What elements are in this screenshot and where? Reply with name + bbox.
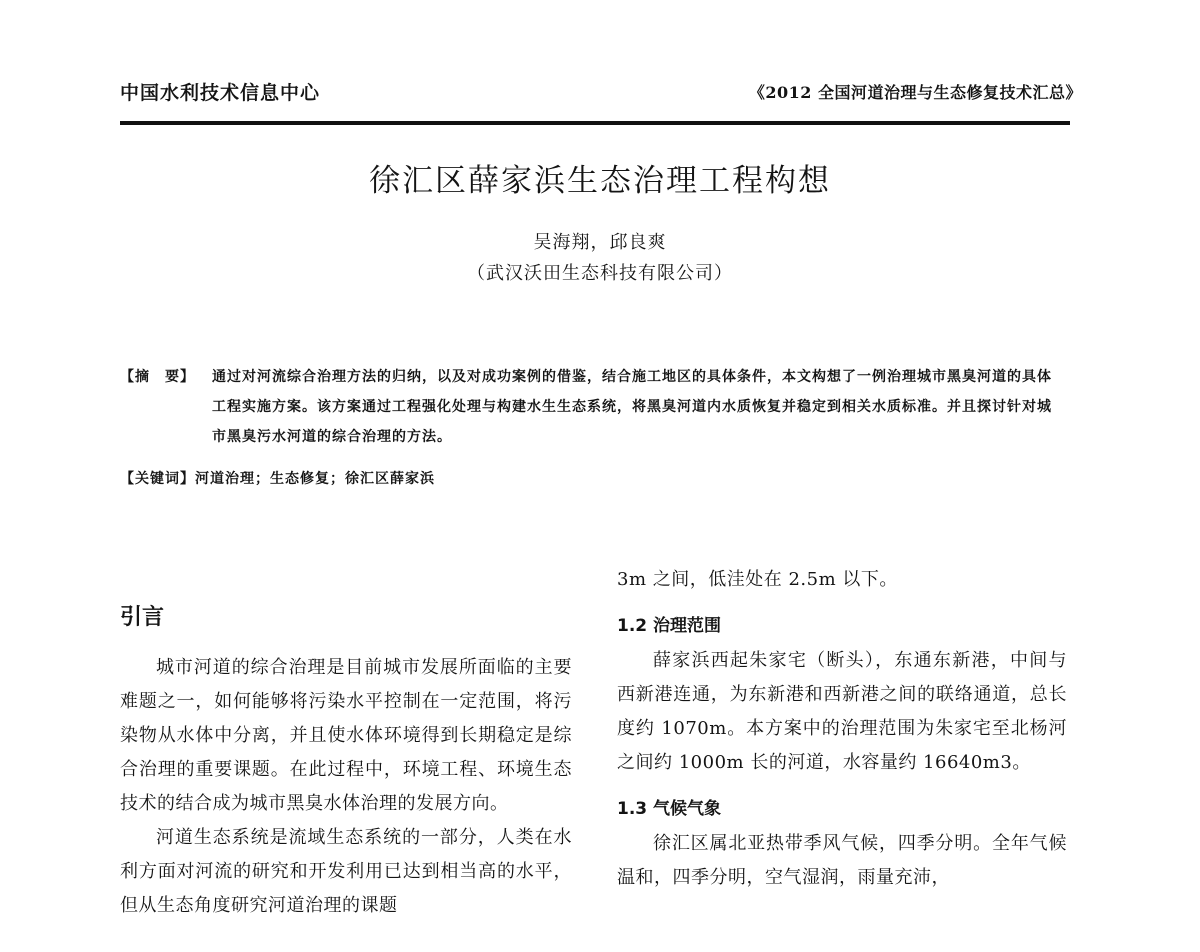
abstract [120, 362, 1065, 452]
right-column [617, 563, 1067, 895]
intro-paragraph-2: 河道生态系统是流域生态系统的一部分，人类在水利方面对河流的研究和开发利用已达到相当高的水平，但从生态角度研究河道治理的课题 [120, 827, 572, 916]
journal-publisher: 中国水利技术信息中心 [120, 82, 321, 104]
keywords-text: 河道治理；生态修复；徐汇区薛家浜 [195, 471, 435, 487]
abstract-label: 【摘 要】 [120, 369, 195, 385]
section-heading-1-3: 1.3 气候气象 [617, 799, 722, 819]
left-column [120, 600, 572, 923]
keywords-label: 【关键词】 [120, 471, 195, 487]
journal-collection-title: 《2012 全国河道治理与生态修复技术汇总》 [748, 83, 1082, 102]
section-1-2-paragraph: 薛家浜西起朱家宅（断头），东通东新港，中间与西新港连通，为东新港和西新港之间的联络通道，总长度约 1070m。本方案中的治理范围为朱家宅至北杨河之间约 1000m 长的河道，水容量约 16640m3。 [617, 650, 1067, 773]
intro-paragraph-1: 城市河道的综合治理是目前城市发展所面临的主要难题之一，如何能够将污染水平控制在一定范围，将污染物从水体中分离，并且使水体环境得到长期稳定是综合治理的重要课题。在此过程中，环境工程、环境生态技术的结合成为城市黑臭水体治理的发展方向。 [120, 657, 572, 814]
continued-paragraph: 3m 之间，低洼处在 2.5m 以下。 [617, 569, 898, 590]
author-affiliation: （武汉沃田生态科技有限公司） [467, 263, 733, 284]
keywords [120, 468, 435, 488]
header-rule [120, 121, 1070, 125]
paper-title: 徐汇区薛家浜生态治理工程构想 [369, 163, 831, 199]
section-heading-1-2: 1.2 治理范围 [617, 616, 722, 636]
section-1-3-paragraph: 徐汇区属北亚热带季风气候，四季分明。全年气候温和，四季分明，空气湿润，雨量充沛， [617, 833, 1067, 888]
paper-authors: 吴海翔，邱良爽 [533, 232, 667, 253]
abstract-text: 通过对河流综合治理方法的归纳，以及对成功案例的借鉴，结合施工地区的具体条件，本文构想了一例治理城市黑臭河道的具体工程实施方案。该方案通过工程强化处理与构建水生生态系统，将黑臭河道内水质恢复并稳定到相关水质标准。并且探讨针对城市黑臭污水河道的综合治理的方法。 [212, 369, 1052, 445]
section-heading-introduction: 引言 [120, 605, 165, 630]
